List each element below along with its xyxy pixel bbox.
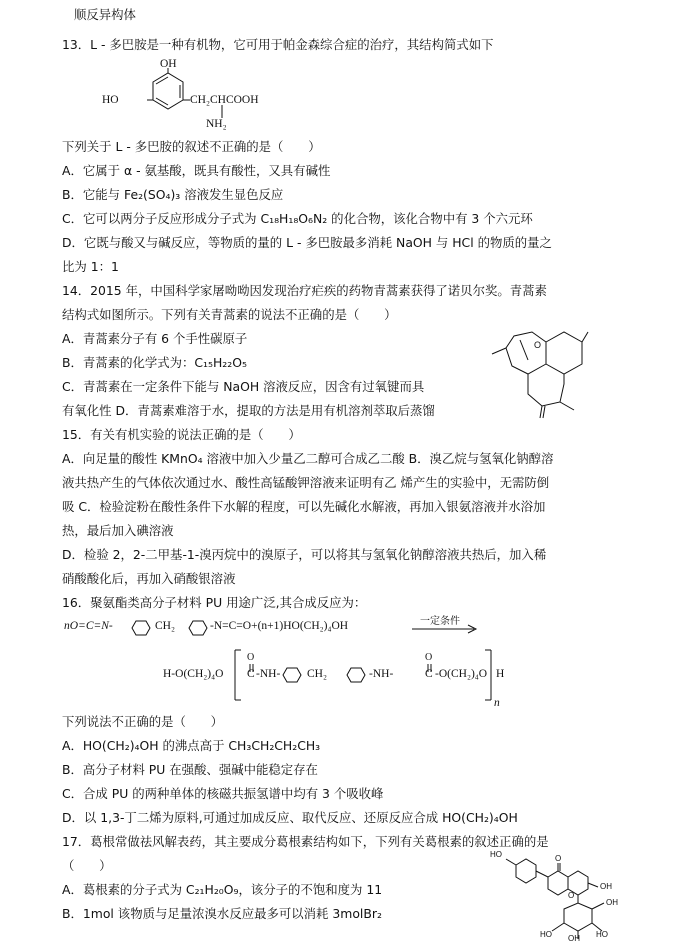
q16-option-d: D．以 1,3-丁二烯为原料,可通过加成反应、取代反应、还原反应合成 HO(CH₂)₄OH (62, 810, 518, 825)
l-dopa-chain: CH₂CHCOOH (190, 94, 259, 106)
q17-option-b: B．1mol 该物质与足量浓溴水反应最多可以消耗 3molBr₂ (62, 906, 382, 921)
pu-product-h: H (496, 668, 505, 680)
q15-text-line5: 热，最后加入碘溶液 (62, 523, 174, 538)
section-header: 顺反异构体 (74, 7, 136, 22)
q13-stem: 13．L - 多巴胺是一种有机物，它可用于帕金森综合症的治疗，其结构简式如下 (62, 37, 494, 52)
q17-stem-line2: （ ） (62, 858, 112, 873)
pu-product-ch2: CH₂ (307, 668, 327, 680)
q16-option-c: C．合成 PU 的两种单体的核磁共振氢谱中均有 3 个吸收峰 (62, 786, 384, 801)
puerarin-ho-right: HO (596, 930, 608, 939)
puerarin-oh-ch2: OH (606, 898, 618, 907)
pu-reactant-suffix: -N=C=O+(n+1)HO(CH₂)₄OH (210, 620, 349, 632)
q14-option-c-line1: C．青蒿素在一定条件下能与 NaOH 溶液反应，因含有过氧键而具 (62, 379, 425, 394)
q15-option-d-line2: 硝酸酸化后，再加入硝酸银溶液 (62, 571, 236, 586)
q15-text-line4: 吸 C．检验淀粉在酸性条件下水解的程度，可以先碱化水解液，再加入银氨溶液并水浴加 (62, 499, 546, 514)
q14-option-a: A．青蒿素分子有 6 个手性碳原子 (62, 331, 248, 346)
pu-reactant-prefix: nO=C=N- (64, 620, 113, 632)
q13-option-c: C．它可以两分子反应形成分子式为 C₁₈H₁₈O₆N₂ 的化合物，该化合物中有 3 个六元环 (62, 211, 533, 226)
q14-option-b: B．青蒿素的化学式为：C₁₅H₂₂O₅ (62, 355, 247, 370)
puerarin-oh-right: OH (600, 882, 612, 891)
pu-reaction-arrow (412, 624, 482, 634)
l-dopa-ho: HO (102, 94, 119, 106)
q13-option-a: A．它属于 α - 氨基酸，既具有酸性，又具有碱性 (62, 163, 331, 178)
q15-text-line2: A．向足量的酸性 KMnO₄ 溶液中加入少量乙二醇可合成乙二酸 B．溴乙烷与氢氧化钠醇溶 (62, 451, 554, 466)
q14-stem-line1: 14．2015 年，中国科学家屠呦呦因发现治疗疟疾的药物青蒿素获得了诺贝尔奖。青蒿素 (62, 283, 547, 298)
q13-option-d-line2: 比为 1：1 (62, 259, 119, 274)
pu-product-o-right: O (425, 652, 433, 663)
puerarin-ho-left: HO (540, 930, 552, 939)
q15-stem: 15．有关有机实验的说法正确的是（ ） (62, 427, 301, 442)
q14-option-c-line2: 有氧化性 D．青蒿素难溶于水，提取的方法是用有机溶剂萃取后蒸馏 (62, 403, 435, 418)
pu-product-nh2: -NH- (369, 668, 394, 680)
q15-text-line3: 液共热产生的气体依次通过水、酸性高锰酸钾溶液来证明有乙 烯产生的实验中，无需防倒 (62, 475, 550, 490)
puerarin-oh-bottom: OH (568, 934, 580, 943)
pu-condition: 一定条件 (420, 616, 460, 627)
pu-product-tail: -O(CH₂)₄O (435, 668, 488, 680)
artemisinin-structure (484, 318, 604, 428)
q16-ask: 下列说法不正确的是（ ） (62, 714, 224, 729)
pu-product-nh1: -NH- (256, 668, 281, 680)
puerarin-o-carbonyl: O (555, 854, 562, 863)
q13-option-b: B．它能与 Fe₂(SO₄)₃ 溶液发生显色反应 (62, 187, 284, 202)
puerarin-ho-top: HO (490, 850, 502, 859)
l-dopa-oh: OH (160, 58, 177, 70)
pu-benzene-ring-1 (130, 619, 152, 637)
pu-product-c2: C (425, 668, 433, 680)
pu-benzene-ring-2 (187, 619, 209, 637)
q15-option-d-line1: D．检验 2，2-二甲基-1-溴丙烷中的溴原子，可以将其与氢氧化钠醇溶液共热后，加入稀 (62, 547, 547, 562)
pu-product-start: H-O(CH₂)₄O (163, 668, 224, 680)
q13-option-d-line1: D．它既与酸又与碱反应，等物质的量的 L - 多巴胺最多消耗 NaOH 与 HCl 的物质的量之 (62, 235, 552, 250)
q17-stem-line1: 17．葛根常做祛风解表药，其主要成分葛根素结构如下，下列有关葛根素的叙述正确的是 (62, 834, 549, 849)
q16-option-b: B．高分子材料 PU 在强酸、强碱中能稳定存在 (62, 762, 318, 777)
q16-stem: 16．聚氨酯类高分子材料 PU 用途广泛,其合成反应为： (62, 595, 367, 610)
q13-ask: 下列关于 L - 多巴胺的叙述不正确的是（ ） (62, 139, 321, 154)
pu-product-n: n (494, 697, 500, 709)
q14-stem-line2: 结构式如图所示。下列有关青蒿素的说法不正确的是（ ） (62, 307, 397, 322)
pu-reactant-ch2: CH₂ (155, 620, 175, 632)
pu-product-c1: C (247, 668, 255, 680)
q17-option-a: A．葛根素的分子式为 C₂₁H₂₀O₉，该分子的不饱和度为 11 (62, 882, 383, 897)
pu-product-o-left: O (247, 652, 255, 663)
puerarin-o-ring: O (568, 891, 575, 900)
artemisinin-o-label: O (534, 340, 542, 350)
l-dopa-nh2: NH₂ (206, 118, 227, 130)
q16-option-a: A．HO(CH₂)₄OH 的沸点高于 CH₃CH₂CH₂CH₃ (62, 738, 321, 753)
